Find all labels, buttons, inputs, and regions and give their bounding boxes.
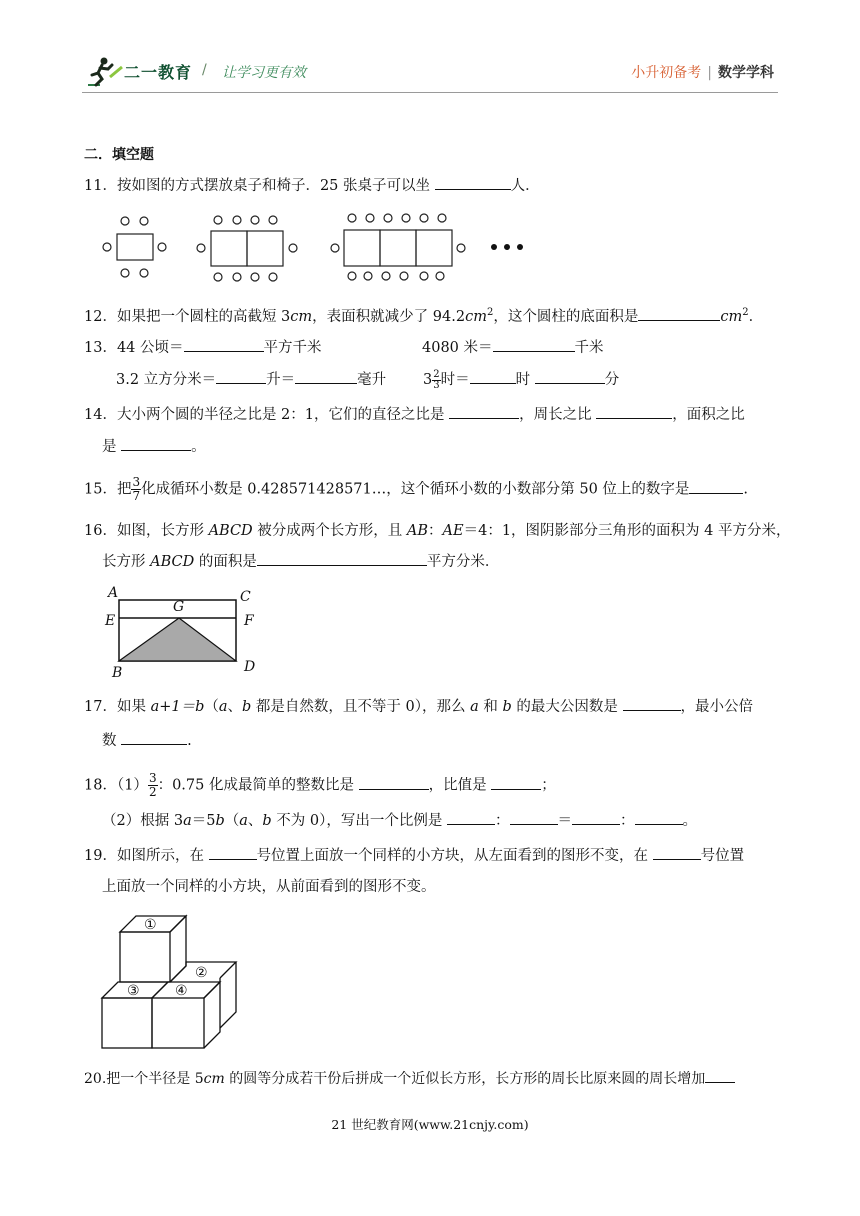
label-B: B xyxy=(112,665,123,681)
q13-blank-3[interactable] xyxy=(216,369,266,384)
q13-text-a: 44 公顷＝ xyxy=(116,340,184,356)
label-D: D xyxy=(244,659,256,675)
q15-number: 15． xyxy=(84,481,117,498)
q13-text-i: 时 xyxy=(515,372,531,388)
q12-end: ． xyxy=(748,308,764,325)
q16-text-a: 如图，长方形 xyxy=(116,523,209,539)
q18-part1-label: （1） xyxy=(116,777,148,794)
q17-var-b: b xyxy=(242,699,252,715)
q18-number: 18． xyxy=(84,777,117,794)
q16-ab: AB xyxy=(406,523,429,539)
logo-runner-icon xyxy=(84,55,124,89)
q19-blank-1[interactable] xyxy=(209,845,257,860)
question-14 xyxy=(84,404,745,425)
question-13-row2b xyxy=(423,369,619,391)
q18-text-b: ，比值是 xyxy=(428,777,487,794)
q15-fraction xyxy=(131,476,141,503)
q12-text-a: 如果把一个圆柱的高截短 3 xyxy=(116,308,291,325)
label-F: F xyxy=(244,613,254,629)
question-13-row2 xyxy=(116,369,386,390)
rectangle-abcd-figure xyxy=(100,583,270,683)
q18-blank-6[interactable] xyxy=(635,810,683,825)
q15-text-a: 把 xyxy=(116,481,132,498)
q16-abcd: ABCD xyxy=(208,523,253,539)
q18-part2-label: （2）根据 3 xyxy=(102,813,184,829)
q18-text-c: ； xyxy=(541,777,556,794)
header-exam: 小升初备考 xyxy=(631,65,702,81)
q18-blank-5[interactable] xyxy=(572,810,620,825)
q17-text-g: ，最小公倍 xyxy=(680,699,754,715)
header-slash: / xyxy=(202,62,207,78)
section-title: 二．填空题 xyxy=(84,147,154,163)
question-13-row1 xyxy=(84,337,322,358)
q15-numerator: 3 xyxy=(132,475,141,489)
q13-text-g: 毫升 xyxy=(357,372,387,388)
q18-blank-2[interactable] xyxy=(491,775,541,790)
q20-number: 20. xyxy=(84,1071,107,1087)
q11-text: 按如图的方式摆放桌子和椅子．25 张桌子可以坐 xyxy=(116,178,431,194)
q14-blank-1[interactable] xyxy=(449,404,519,419)
q18-text-g: 不为 0），写出一个比例是 xyxy=(271,813,443,829)
table-single xyxy=(117,234,153,260)
question-16-row2 xyxy=(102,551,499,572)
q18-var-b-2: b xyxy=(262,813,272,829)
cube-label-1: ① xyxy=(144,917,157,933)
label-E: E xyxy=(105,613,116,629)
cube-label-3: ③ xyxy=(127,983,140,999)
q12-answer-blank[interactable] xyxy=(638,306,720,321)
q16-number: 16． xyxy=(84,523,117,539)
q11-answer-blank[interactable] xyxy=(435,175,511,190)
q13-mixed-numerator: 2 xyxy=(433,368,440,380)
q13-blank-6[interactable] xyxy=(535,369,605,384)
q17-text-h: 数 xyxy=(102,733,117,749)
q18-numerator: 3 xyxy=(148,771,157,785)
q13-text-d: 千米 xyxy=(574,340,604,356)
q13-text-c: 4080 米＝ xyxy=(422,340,493,356)
q12-text-c: ，这个圆柱的底面积是 xyxy=(493,308,639,325)
header-slogan: 让学习更有效 xyxy=(222,65,306,81)
q16-text-b: 被分成两个长方形，且 xyxy=(252,523,407,539)
q19-text-b: 号位置上面放一个同样的小方块，从左面看到的图形不变，在 xyxy=(256,848,649,864)
q14-text-d: 是 xyxy=(102,439,117,455)
q17-text-e: 和 xyxy=(478,699,503,715)
label-G: G xyxy=(173,599,185,615)
q12-number: 12． xyxy=(84,308,117,325)
cube-label-2: ② xyxy=(195,965,208,981)
header-separator: | xyxy=(707,65,712,81)
q12-superscript: 2 xyxy=(486,307,494,318)
q19-text-a: 如图所示，在 xyxy=(116,848,204,864)
question-15 xyxy=(84,476,748,503)
q17-blank-2[interactable] xyxy=(121,730,187,745)
page-footer: 21 世纪教育网(www.21cnjy.com) xyxy=(331,1117,529,1132)
q18-blank-3[interactable] xyxy=(447,810,495,825)
q15-end: . xyxy=(743,481,749,498)
q14-blank-2[interactable] xyxy=(596,404,672,419)
q20-answer-blank[interactable] xyxy=(705,1068,735,1083)
q17-text-d: 都是自然数，且不等于 0），那么 xyxy=(251,699,471,715)
q19-text-d: 上面放一个同样的小方块，从前面看到的图形不变。 xyxy=(102,879,436,895)
q18-colon-2: ： xyxy=(620,813,635,829)
q16-text-f: 平方分米． xyxy=(426,554,500,570)
question-14-row2 xyxy=(102,436,206,457)
q17-text-a: 如果 xyxy=(116,699,151,715)
question-19 xyxy=(84,845,744,866)
q14-blank-3[interactable] xyxy=(121,436,191,451)
tables-chairs-figure xyxy=(100,210,530,286)
q12-text-b: ，表面积就减少了 94.2 xyxy=(312,308,466,325)
header-subject xyxy=(631,62,774,82)
q17-text-f: 的最大公因数是 xyxy=(511,699,618,715)
q13-text-e: 3.2 立方分米＝ xyxy=(116,372,217,388)
q14-text-a: 大小两个圆的半径之比是 2：1，它们的直径之比是 xyxy=(116,407,445,423)
q17-text-c: 、 xyxy=(227,699,243,715)
q16-colon: ： xyxy=(428,523,443,539)
q16-text-e: 的面积是 xyxy=(194,554,257,570)
q13-mixed-whole: 3 xyxy=(423,372,433,388)
q12-unit-cm2: cm xyxy=(465,308,487,325)
q13-blank-1[interactable] xyxy=(184,337,264,352)
q16-answer-blank[interactable] xyxy=(257,551,427,566)
q13-text-h: 时＝ xyxy=(440,372,470,388)
q13-blank-5[interactable] xyxy=(470,369,516,384)
q13-number: 13． xyxy=(84,340,117,356)
q13-mixed-fraction xyxy=(432,370,440,391)
q15-text-b: 化成循环小数是 0.428571428571…，这个循环小数的小数部分第 50 位上的数字是 xyxy=(141,481,690,498)
q11-unit: 人． xyxy=(510,178,540,194)
question-18-part1 xyxy=(84,772,556,799)
q13-text-j: 分 xyxy=(604,372,620,388)
question-11 xyxy=(84,175,540,196)
q17-var-a-2: a xyxy=(470,699,479,715)
header-divider xyxy=(82,92,778,93)
q17-text-b: （ xyxy=(204,699,219,715)
q19-text-c: 号位置 xyxy=(700,848,745,864)
q15-answer-blank[interactable] xyxy=(689,479,743,494)
q18-blank-4[interactable] xyxy=(510,810,558,825)
q18-fraction xyxy=(148,772,158,799)
q17-var-b-2: b xyxy=(502,699,512,715)
q13-blank-4[interactable] xyxy=(295,369,357,384)
q14-text-c: ，面积之比 xyxy=(672,407,745,423)
q14-number: 14． xyxy=(84,407,117,423)
q13-mixed-denominator: 3 xyxy=(433,379,440,391)
q16-abcd-2: ABCD xyxy=(150,554,195,570)
q12-answer-sup: 2 xyxy=(742,307,749,318)
shaded-triangle xyxy=(119,618,236,661)
q18-text-d: ＝5 xyxy=(191,813,216,829)
question-16 xyxy=(84,521,791,541)
header-subject-label: 数学学科 xyxy=(718,65,774,81)
q18-text-f: 、 xyxy=(247,813,263,829)
q19-blank-2[interactable] xyxy=(653,845,701,860)
q12-unit-cm: cm xyxy=(290,308,313,325)
q18-text-e: （ xyxy=(224,813,240,829)
q20-unit: cm xyxy=(203,1071,225,1087)
q18-colon-1: ： xyxy=(495,813,510,829)
q20-text-b: 的圆等分成若干份后拼成一个近似长方形，长方形的周长比原来圆的周长增加 xyxy=(224,1071,706,1087)
q17-var-a: a xyxy=(218,699,228,715)
q13-blank-2[interactable] xyxy=(493,337,575,352)
q18-end: 。 xyxy=(682,813,698,829)
cube-label-4: ④ xyxy=(175,983,188,999)
q16-ae: AE xyxy=(442,523,464,539)
question-17 xyxy=(84,696,753,717)
q17-number: 17． xyxy=(84,699,117,715)
q13-text-b: 平方千米 xyxy=(263,340,322,356)
label-C: C xyxy=(240,589,251,605)
q19-number: 19． xyxy=(84,848,117,864)
q14-text-e: 。 xyxy=(191,439,206,455)
q20-text-a: 把一个半径是 5 xyxy=(106,1071,204,1087)
question-17-row2 xyxy=(102,730,192,751)
cubes-figure xyxy=(100,910,240,1055)
q18-text-a: ：0.75 化成最简单的整数比是 xyxy=(157,777,354,794)
q18-blank-1[interactable] xyxy=(359,775,429,790)
question-19-row2 xyxy=(102,877,436,897)
question-12 xyxy=(84,303,763,327)
q17-blank-1[interactable] xyxy=(623,696,681,711)
question-13-row1b xyxy=(422,337,604,358)
label-A: A xyxy=(108,585,119,601)
q17-end: . xyxy=(187,733,192,749)
q11-number: 11． xyxy=(84,178,117,194)
q18-denominator: 2 xyxy=(148,785,157,799)
question-20 xyxy=(84,1068,735,1089)
question-18-part2 xyxy=(102,810,697,831)
q18-var-a: a xyxy=(183,813,192,829)
q16-text-c: ＝4：1，图阴影部分三角形的面积为 4 平方分米， xyxy=(463,523,791,539)
q12-answer-unit: cm xyxy=(720,308,743,325)
q14-text-b: ，周长之比 xyxy=(519,407,592,423)
logo-text: 二一教育 xyxy=(124,63,193,82)
q13-text-f: 升＝ xyxy=(266,372,296,388)
q16-text-d: 长方形 xyxy=(102,554,151,570)
q18-var-b: b xyxy=(215,813,225,829)
q18-equals: ＝ xyxy=(557,813,573,829)
q15-denominator: 7 xyxy=(132,489,141,503)
ellipsis-dots xyxy=(491,244,523,250)
q18-var-a-2: a xyxy=(239,813,248,829)
q17-expression: a+1＝b xyxy=(150,699,205,715)
